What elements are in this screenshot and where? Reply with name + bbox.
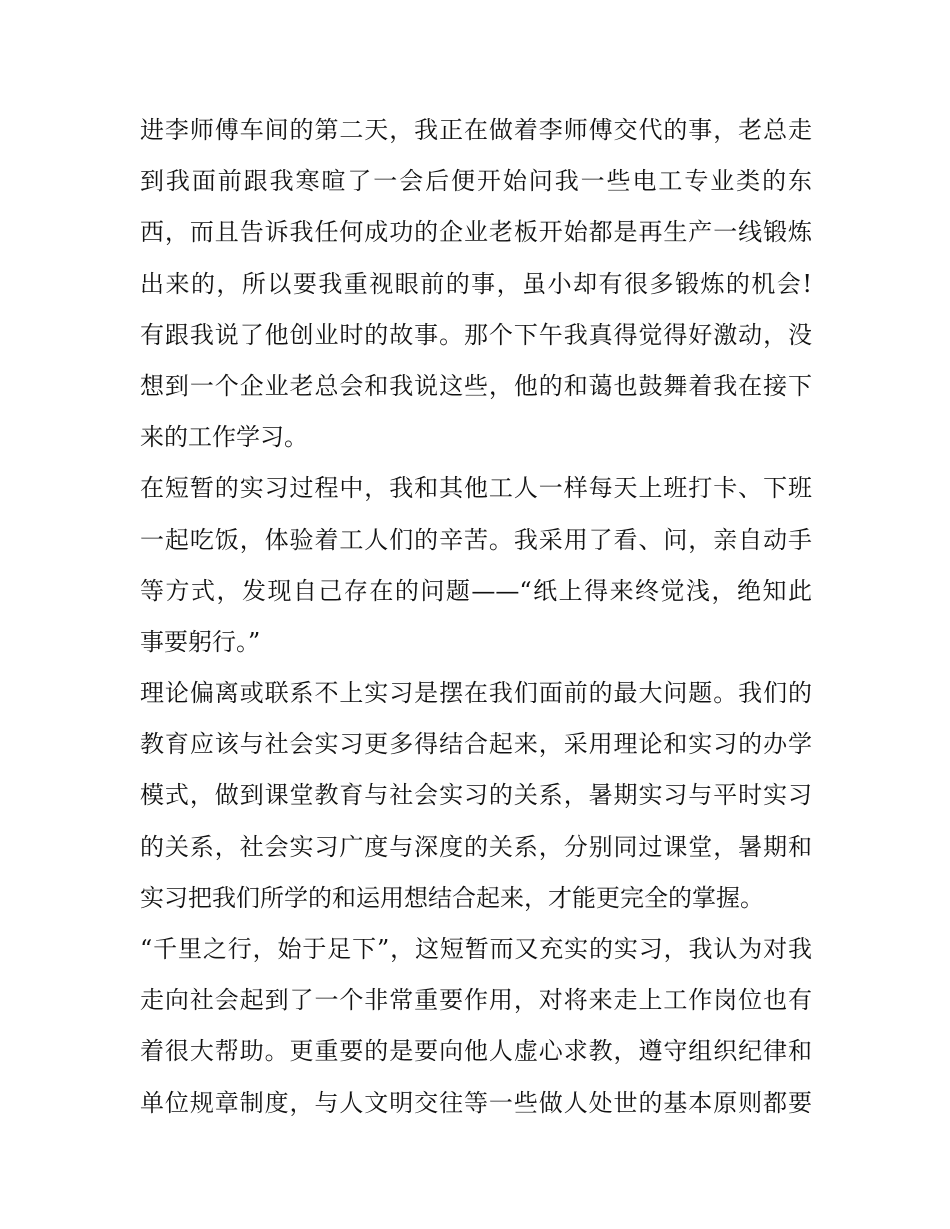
paragraph-2 [140,463,812,668]
paragraph-1 [140,105,812,463]
document-body [140,105,812,1129]
text-line: 来的工作学习。 [140,423,308,452]
text-line: 到我面前跟我寒暄了一会后便开始问我一些电工专业类的东 [140,167,812,196]
text-line: 的关系，社会实习广度与深度的关系，分别同过课堂，暑期和 [140,832,812,861]
paragraph-4 [140,924,812,1129]
text-line: 西，而且告诉我任何成功的企业老板开始都是再生产一线锻炼 [140,218,812,247]
paragraph-3 [140,668,812,924]
text-line: 着很大帮助。更重要的是要向他人虚心求教，遵守组织纪律和 [140,1037,812,1066]
text-line: 模式，做到课堂教育与社会实习的关系，暑期实习与平时实习 [140,781,812,810]
text-line: 等方式，发现自己存在的问题——“纸上得来终觉浅，绝知此 [140,576,812,605]
text-line: 走向社会起到了一个非常重要作用，对将来走上工作岗位也有 [140,986,812,1015]
text-line: 教育应该与社会实习更多得结合起来，采用理论和实习的办学 [140,730,812,759]
text-line: 实习把我们所学的和运用想结合起来，才能更完全的掌握。 [140,883,764,912]
text-line: 事要躬行。” [140,627,261,656]
text-line: 一起吃饭，体验着工人们的辛苦。我采用了看、问，亲自动手 [140,525,812,554]
text-line: 在短暂的实习过程中，我和其他工人一样每天上班打卡、下班 [140,474,812,503]
text-line: 进李师傅车间的第二天，我正在做着李师傅交代的事，老总走 [140,116,812,144]
text-line: 想到一个企业老总会和我说这些，他的和蔼也鼓舞着我在接下 [140,371,812,400]
text-line: 有跟我说了他创业时的故事。那个下午我真得觉得好激动，没 [140,320,812,349]
text-line: 单位规章制度，与人文明交往等一些做人处世的基本原则都要 [140,1088,812,1117]
text-line: 理论偏离或联系不上实习是摆在我们面前的最大问题。我们的 [140,679,812,708]
text-line: “千里之行，始于足下”，这短暂而又充实的实习，我认为对我 [140,935,812,963]
text-line: 出来的，所以要我重视眼前的事，虽小却有很多锻炼的机会! [140,269,812,298]
